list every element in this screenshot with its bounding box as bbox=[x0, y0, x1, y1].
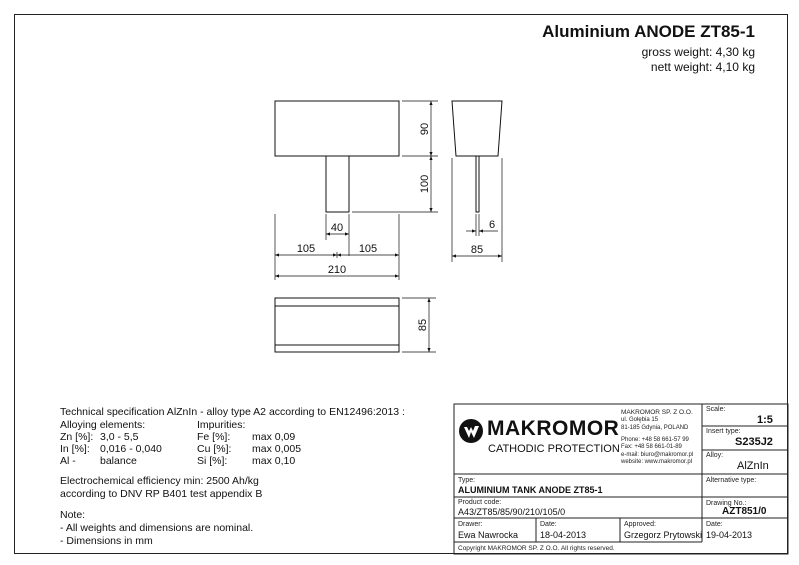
dim-label-105-left: 105 bbox=[296, 243, 316, 255]
sheet-value: S235J2 bbox=[735, 436, 773, 448]
dim-label-105-right: 105 bbox=[358, 243, 378, 255]
dim-label-6: 6 bbox=[488, 219, 496, 231]
type-label: Type: bbox=[458, 477, 476, 484]
note-heading: Note: bbox=[60, 509, 86, 521]
date-approved-label: Date: bbox=[706, 521, 723, 528]
company-website: website: www.makromor.pl bbox=[621, 459, 693, 465]
impurities-heading: Impurities: bbox=[197, 419, 246, 431]
product-code-value: A43/ZT85/85/90/210/105/0 bbox=[458, 507, 566, 517]
drawer-value: Ewa Nawrocka bbox=[458, 530, 519, 540]
company-phone: Phone: +48 58 661-57 99 bbox=[621, 437, 689, 443]
dim-label-210: 210 bbox=[327, 264, 347, 276]
alloy-element: In [%]: bbox=[60, 443, 90, 455]
scale-value: 1:5 bbox=[757, 414, 773, 426]
logo-name: MAKROMOR bbox=[487, 417, 620, 440]
logo-subtitle: CATHODIC PROTECTION bbox=[488, 443, 620, 455]
product-code-label: Product code: bbox=[458, 499, 502, 506]
date-drawn-label: Date: bbox=[540, 521, 557, 528]
dim-label-100: 100 bbox=[419, 174, 431, 194]
drawing-no-label: Drawing No.: bbox=[706, 500, 747, 507]
gross-weight: gross weight: 4,30 kg bbox=[641, 45, 755, 59]
alloy-value: balance bbox=[100, 455, 137, 467]
company-street: ul. Gołębia 15 bbox=[621, 417, 659, 423]
company-name: MAKROMOR SP. Z O.O. bbox=[621, 409, 693, 416]
alloy-value: 0,016 - 0,040 bbox=[100, 443, 162, 455]
alloy-value: AlZnIn bbox=[737, 460, 769, 472]
efficiency-line-1: Electrochemical efficiency min: 2500 Ah/kg bbox=[60, 475, 259, 487]
impurity-element: Si [%]: bbox=[197, 455, 228, 467]
impurity-value: max 0,10 bbox=[252, 455, 296, 467]
note-line-1: - All weights and dimensions are nominal. bbox=[60, 522, 254, 534]
efficiency-line-2: according to DNV RP B401 test appendix B bbox=[60, 488, 263, 500]
makromor-logo-icon bbox=[458, 418, 484, 444]
impurity-value: max 0,09 bbox=[252, 431, 296, 443]
date-approved-value: 19-04-2013 bbox=[706, 530, 753, 540]
copyright: Copyright MAKROMOR SP. Z O.O. All rights reserved. bbox=[458, 545, 615, 552]
drawer-label: Drawer: bbox=[458, 521, 483, 528]
drawing-no-value: AZT851/0 bbox=[722, 506, 767, 517]
company-email: e-mail: biuro@makromor.pl bbox=[621, 452, 694, 458]
company-city: 81-185 Gdynia, POLAND bbox=[621, 425, 689, 431]
approved-label: Approved: bbox=[624, 521, 656, 528]
impurity-element: Fe [%]: bbox=[197, 431, 231, 443]
impurity-element: Cu [%]: bbox=[197, 443, 232, 455]
dim-label-90: 90 bbox=[419, 122, 431, 136]
dim-label-40: 40 bbox=[330, 222, 344, 234]
dim-label-85-bottom: 85 bbox=[417, 318, 429, 332]
alloy-element: Zn [%]: bbox=[60, 431, 94, 443]
nett-weight: nett weight: 4,10 kg bbox=[650, 60, 755, 74]
alloy-value: 3,0 - 5,5 bbox=[100, 431, 139, 443]
approved-value: Grzegorz Prytowski bbox=[624, 530, 703, 540]
drawing-title: Aluminium ANODE ZT85-1 bbox=[542, 22, 755, 41]
scale-label: Scale: bbox=[706, 406, 726, 413]
impurity-value: max 0,005 bbox=[252, 443, 302, 455]
spec-heading: Technical specification AlZnIn - alloy type A2 according to EN12496:2013 : bbox=[60, 406, 405, 418]
note-line-2: - Dimensions in mm bbox=[60, 535, 153, 547]
alloying-heading: Alloying elements: bbox=[60, 419, 146, 431]
type-value: ALUMINIUM TANK ANODE ZT85-1 bbox=[458, 485, 603, 495]
alternative-type-label: Alternative type: bbox=[706, 477, 757, 484]
dim-label-85-side: 85 bbox=[470, 244, 484, 256]
sheet-label: Insert type: bbox=[706, 428, 741, 435]
alloy-element: Al - bbox=[60, 455, 76, 467]
company-fax: Fax: +48 58 661-01-89 bbox=[621, 444, 682, 450]
date-drawn-value: 18-04-2013 bbox=[540, 530, 587, 540]
alloy-label: Alloy: bbox=[706, 452, 724, 459]
